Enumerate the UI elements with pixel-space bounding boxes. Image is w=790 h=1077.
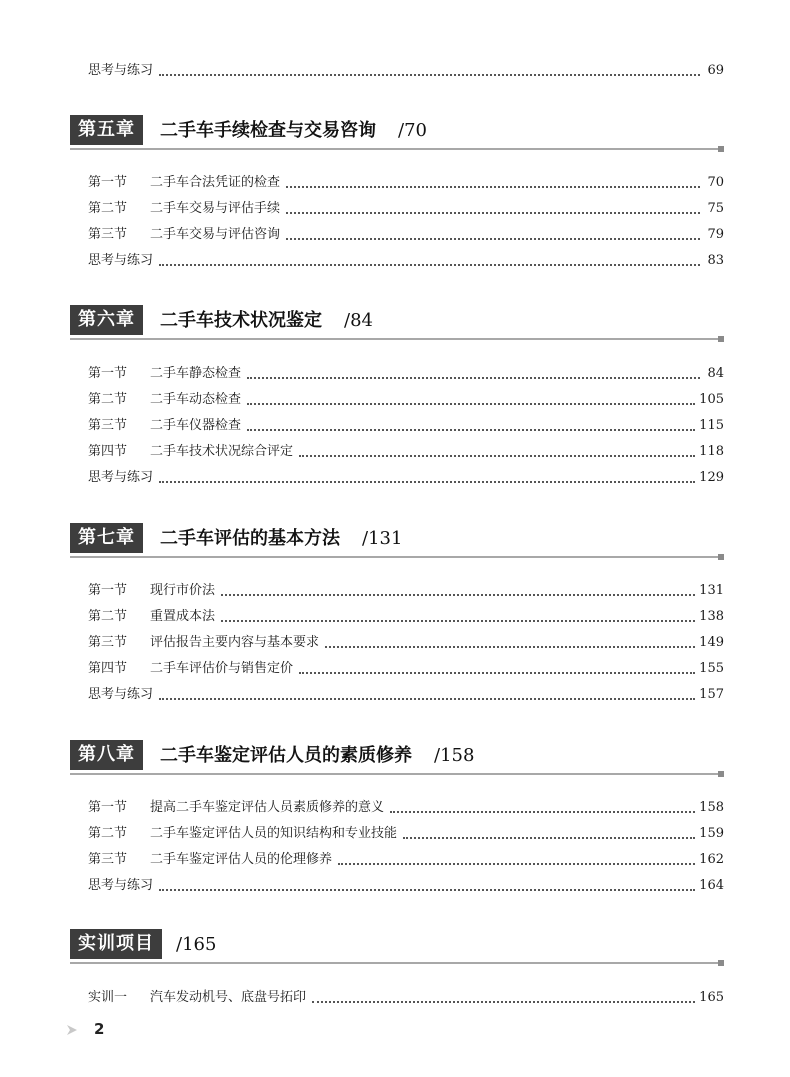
entry-section: 第二节 [88,392,128,407]
entry-section: 第三节 [88,852,128,867]
entry-title: 现行市价法 [150,583,216,598]
entry-page: 165 [699,990,724,1005]
rule-end-mark [718,771,724,777]
chapter-label: 第八章 [70,740,143,770]
entry-page: 158 [699,800,724,815]
entry-section: 思考与练习 [88,63,154,78]
chapter-title-group [160,525,402,553]
chevron-right-icon [66,1024,78,1036]
entry-page: 105 [699,392,724,407]
entry-title: 二手车动态检查 [150,392,242,407]
toc-entry[interactable] [88,795,724,817]
leader-dots [325,646,695,648]
entry-section: 第三节 [88,635,128,650]
chapter-header [70,115,724,155]
toc-entry[interactable] [88,985,724,1007]
chapter-rule [70,148,724,150]
leader-dots [221,594,695,596]
toc-entry[interactable] [88,630,724,652]
toc-entry[interactable] [88,578,724,600]
chapter-page: /165 [176,934,217,955]
entry-section: 第三节 [88,418,128,433]
entry-page: 162 [699,852,724,867]
entry-page: 149 [699,635,724,650]
entry-page: 84 [707,366,724,381]
toc-entry[interactable] [88,656,724,678]
entry-section: 第四节 [88,444,128,459]
entry-page: 157 [699,687,724,702]
leader-dots [338,863,695,865]
entry-title: 二手车鉴定评估人员的知识结构和专业技能 [150,826,398,841]
chapter-title: 二手车评估的基本方法 [160,528,340,549]
entry-page: 118 [699,444,724,459]
entry-title: 提高二手车鉴定评估人员素质修养的意义 [150,800,385,815]
entry-page: 83 [707,253,724,268]
entry-section: 第一节 [88,583,128,598]
chapter-header [70,523,724,563]
entry-page: 159 [699,826,724,841]
toc-entry[interactable] [88,58,724,80]
entry-section: 第四节 [88,661,128,676]
entry-page: 131 [699,583,724,598]
leader-dots [286,238,700,240]
chapter-title: 二手车手续检查与交易咨询 [160,120,376,141]
toc-entry[interactable] [88,604,724,626]
leader-dots [159,481,695,483]
entry-page: 164 [699,878,724,893]
entry-section: 实训一 [88,990,128,1005]
toc-entry[interactable] [88,821,724,843]
chapter-title-group [160,117,427,145]
entry-page: 69 [707,63,724,78]
chapter-title: 二手车技术状况鉴定 [160,310,322,331]
toc-entry[interactable] [88,196,724,218]
leader-dots [247,403,695,405]
entry-title: 二手车合法凭证的检查 [150,175,281,190]
entry-page: 75 [707,201,724,216]
entry-page: 129 [699,470,724,485]
entry-section: 思考与练习 [88,878,154,893]
chapter-header [70,305,724,345]
toc-entry[interactable] [88,873,724,895]
leader-dots [159,74,700,76]
entry-title: 二手车评估价与销售定价 [150,661,294,676]
entry-section: 第一节 [88,175,128,190]
leader-dots [299,672,695,674]
chapter-page: /131 [362,528,403,549]
chapter-page: /84 [344,310,373,331]
chapter-page: /70 [398,120,427,141]
chapter-title: 二手车鉴定评估人员的素质修养 [160,745,412,766]
entry-section: 思考与练习 [88,687,154,702]
entry-section: 第三节 [88,227,128,242]
rule-end-mark [718,960,724,966]
chapter-rule [70,338,724,340]
rule-end-mark [718,336,724,342]
entry-section: 第二节 [88,201,128,216]
leader-dots [247,377,700,379]
entry-title: 二手车交易与评估手续 [150,201,281,216]
toc-entry[interactable] [88,361,724,383]
chapter-rule [70,556,724,558]
chapter-title-group [160,742,474,770]
entry-title: 二手车交易与评估咨询 [150,227,281,242]
entry-title: 评估报告主要内容与基本要求 [150,635,320,650]
chapter-header [70,740,724,780]
chapter-rule [70,962,724,964]
entry-page: 70 [707,175,724,190]
chapter-title-group [164,931,216,959]
toc-entry[interactable] [88,387,724,409]
entry-section: 思考与练习 [88,253,154,268]
entry-section: 第一节 [88,800,128,815]
chapter-label: 第五章 [70,115,143,145]
rule-end-mark [718,146,724,152]
chapter-rule [70,773,724,775]
entry-section: 思考与练习 [88,470,154,485]
toc-entry[interactable] [88,413,724,435]
toc-entry[interactable] [88,439,724,461]
chapter-label: 第六章 [70,305,143,335]
leader-dots [286,212,700,214]
leader-dots [312,1001,695,1003]
leader-dots [159,264,700,266]
toc-entry[interactable] [88,248,724,270]
leader-dots [299,455,695,457]
entry-title: 汽车发动机号、底盘号拓印 [150,990,307,1005]
leader-dots [159,889,695,891]
toc-entry[interactable] [88,847,724,869]
entry-title: 二手车鉴定评估人员的伦理修养 [150,852,333,867]
toc-entry[interactable] [88,465,724,487]
toc-entry[interactable] [88,170,724,192]
entry-section: 第二节 [88,826,128,841]
entry-title: 二手车技术状况综合评定 [150,444,294,459]
entry-title: 二手车仪器检查 [150,418,242,433]
entry-page: 115 [699,418,724,433]
entry-page: 79 [707,227,724,242]
chapter-header [70,929,724,969]
entry-title: 二手车静态检查 [150,366,242,381]
leader-dots [221,620,695,622]
leader-dots [247,429,695,431]
rule-end-mark [718,554,724,560]
toc-entry[interactable] [88,682,724,704]
chapter-label: 实训项目 [70,929,162,959]
entry-title: 重置成本法 [150,609,216,624]
entry-page: 155 [699,661,724,676]
leader-dots [390,811,695,813]
chapter-title-group [160,307,373,335]
entry-page: 138 [699,609,724,624]
toc-entry[interactable] [88,222,724,244]
leader-dots [286,186,700,188]
leader-dots [159,698,695,700]
chapter-page: /158 [434,745,475,766]
entry-section: 第一节 [88,366,128,381]
chapter-label: 第七章 [70,523,143,553]
page-number: 2 [94,1020,105,1038]
entry-section: 第二节 [88,609,128,624]
leader-dots [403,837,695,839]
